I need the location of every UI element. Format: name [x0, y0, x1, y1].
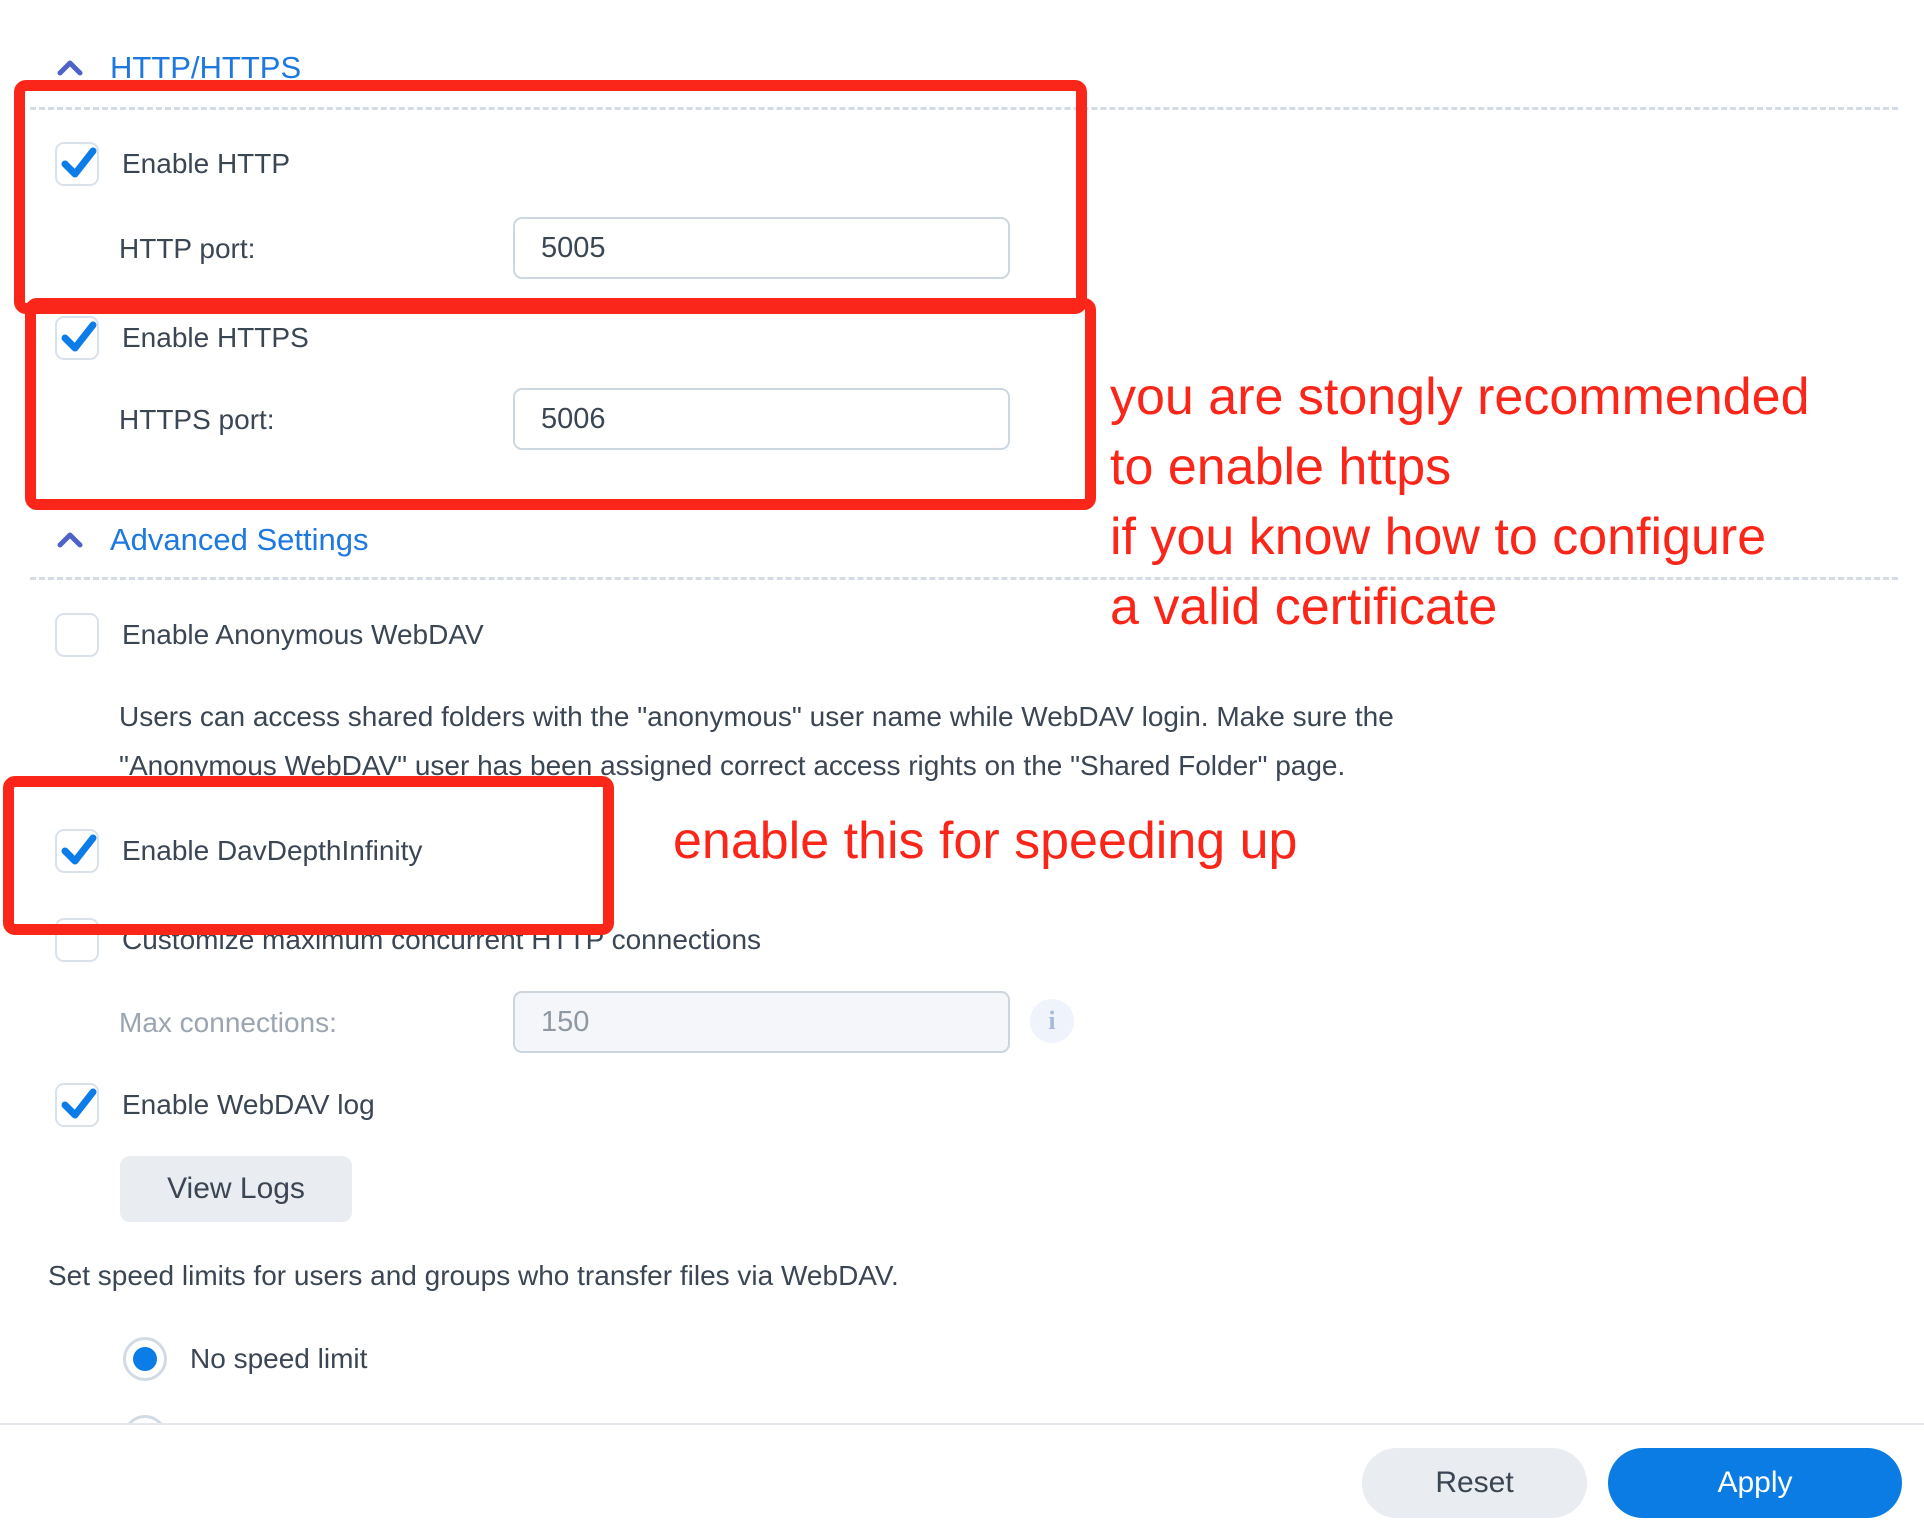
- https-port-label: HTTPS port:: [119, 404, 275, 435]
- annotation-davdepth-note: enable this for speeding up: [673, 812, 1298, 870]
- annotation-https-note-line1: you are stongly recommended: [1110, 368, 1810, 426]
- partial-radio-clip: [123, 1415, 167, 1423]
- section-title-http: HTTP/HTTPS: [110, 50, 302, 85]
- enable-anonymous-webdav-label: Enable Anonymous WebDAV: [122, 619, 484, 650]
- chevron-up-icon: [57, 60, 83, 76]
- customize-max-connections-checkbox[interactable]: [55, 918, 99, 962]
- annotation-https-note-line3: if you know how to configure: [1110, 508, 1767, 566]
- enable-webdav-log-label: Enable WebDAV log: [122, 1089, 375, 1120]
- no-speed-limit-radio[interactable]: [123, 1337, 167, 1381]
- max-connections-label: Max connections:: [119, 1007, 337, 1038]
- http-port-input[interactable]: [513, 217, 1010, 279]
- checkmark-icon: [55, 140, 101, 186]
- footer-divider: [0, 1423, 1924, 1425]
- apply-button[interactable]: Apply: [1608, 1448, 1902, 1518]
- view-logs-button[interactable]: View Logs: [120, 1156, 352, 1222]
- anonymous-description-line1: Users can access shared folders with the "anonymous" user name while WebDAV login. Make sure the: [119, 701, 1394, 732]
- chevron-up-icon: [57, 532, 83, 548]
- annotation-https-note-line2: to enable https: [1110, 438, 1452, 496]
- enable-https-checkbox[interactable]: [55, 316, 99, 360]
- limit-speed-radio-partial[interactable]: [123, 1415, 167, 1423]
- checkmark-icon: [55, 314, 101, 360]
- enable-davdepthinfinity-checkbox[interactable]: [55, 829, 99, 873]
- section-http-https[interactable]: [57, 50, 301, 86]
- section-title-advanced: Advanced Settings: [110, 522, 369, 557]
- https-port-input[interactable]: [513, 388, 1010, 450]
- checkmark-icon: [55, 1081, 101, 1127]
- enable-http-checkbox[interactable]: [55, 142, 99, 186]
- customize-max-connections-label: Customize maximum concurrent HTTP connections: [122, 924, 762, 955]
- enable-davdepthinfinity-label: Enable DavDepthInfinity: [122, 835, 423, 866]
- enable-anonymous-webdav-checkbox[interactable]: [55, 613, 99, 657]
- annotation-https-note-line4: a valid certificate: [1110, 578, 1498, 636]
- enable-http-label: Enable HTTP: [122, 148, 291, 179]
- http-port-label: HTTP port:: [119, 233, 256, 264]
- no-speed-limit-label: No speed limit: [190, 1343, 368, 1374]
- annotation-https-note: [1110, 362, 1810, 642]
- separator-http: [30, 107, 1898, 110]
- enable-webdav-log-checkbox[interactable]: [55, 1083, 99, 1127]
- reset-button[interactable]: Reset: [1362, 1448, 1587, 1518]
- enable-https-label: Enable HTTPS: [122, 322, 309, 353]
- speed-limit-text: Set speed limits for users and groups who transfer files via WebDAV.: [48, 1260, 899, 1291]
- checkmark-icon: [55, 827, 101, 873]
- info-icon[interactable]: i: [1030, 999, 1074, 1043]
- anonymous-description-line2: "Anonymous WebDAV" user has been assigned correct access rights on the "Shared Folder" page.: [119, 750, 1346, 781]
- section-advanced-settings[interactable]: [57, 522, 369, 558]
- radio-dot: [133, 1347, 157, 1371]
- max-connections-input: [513, 991, 1010, 1053]
